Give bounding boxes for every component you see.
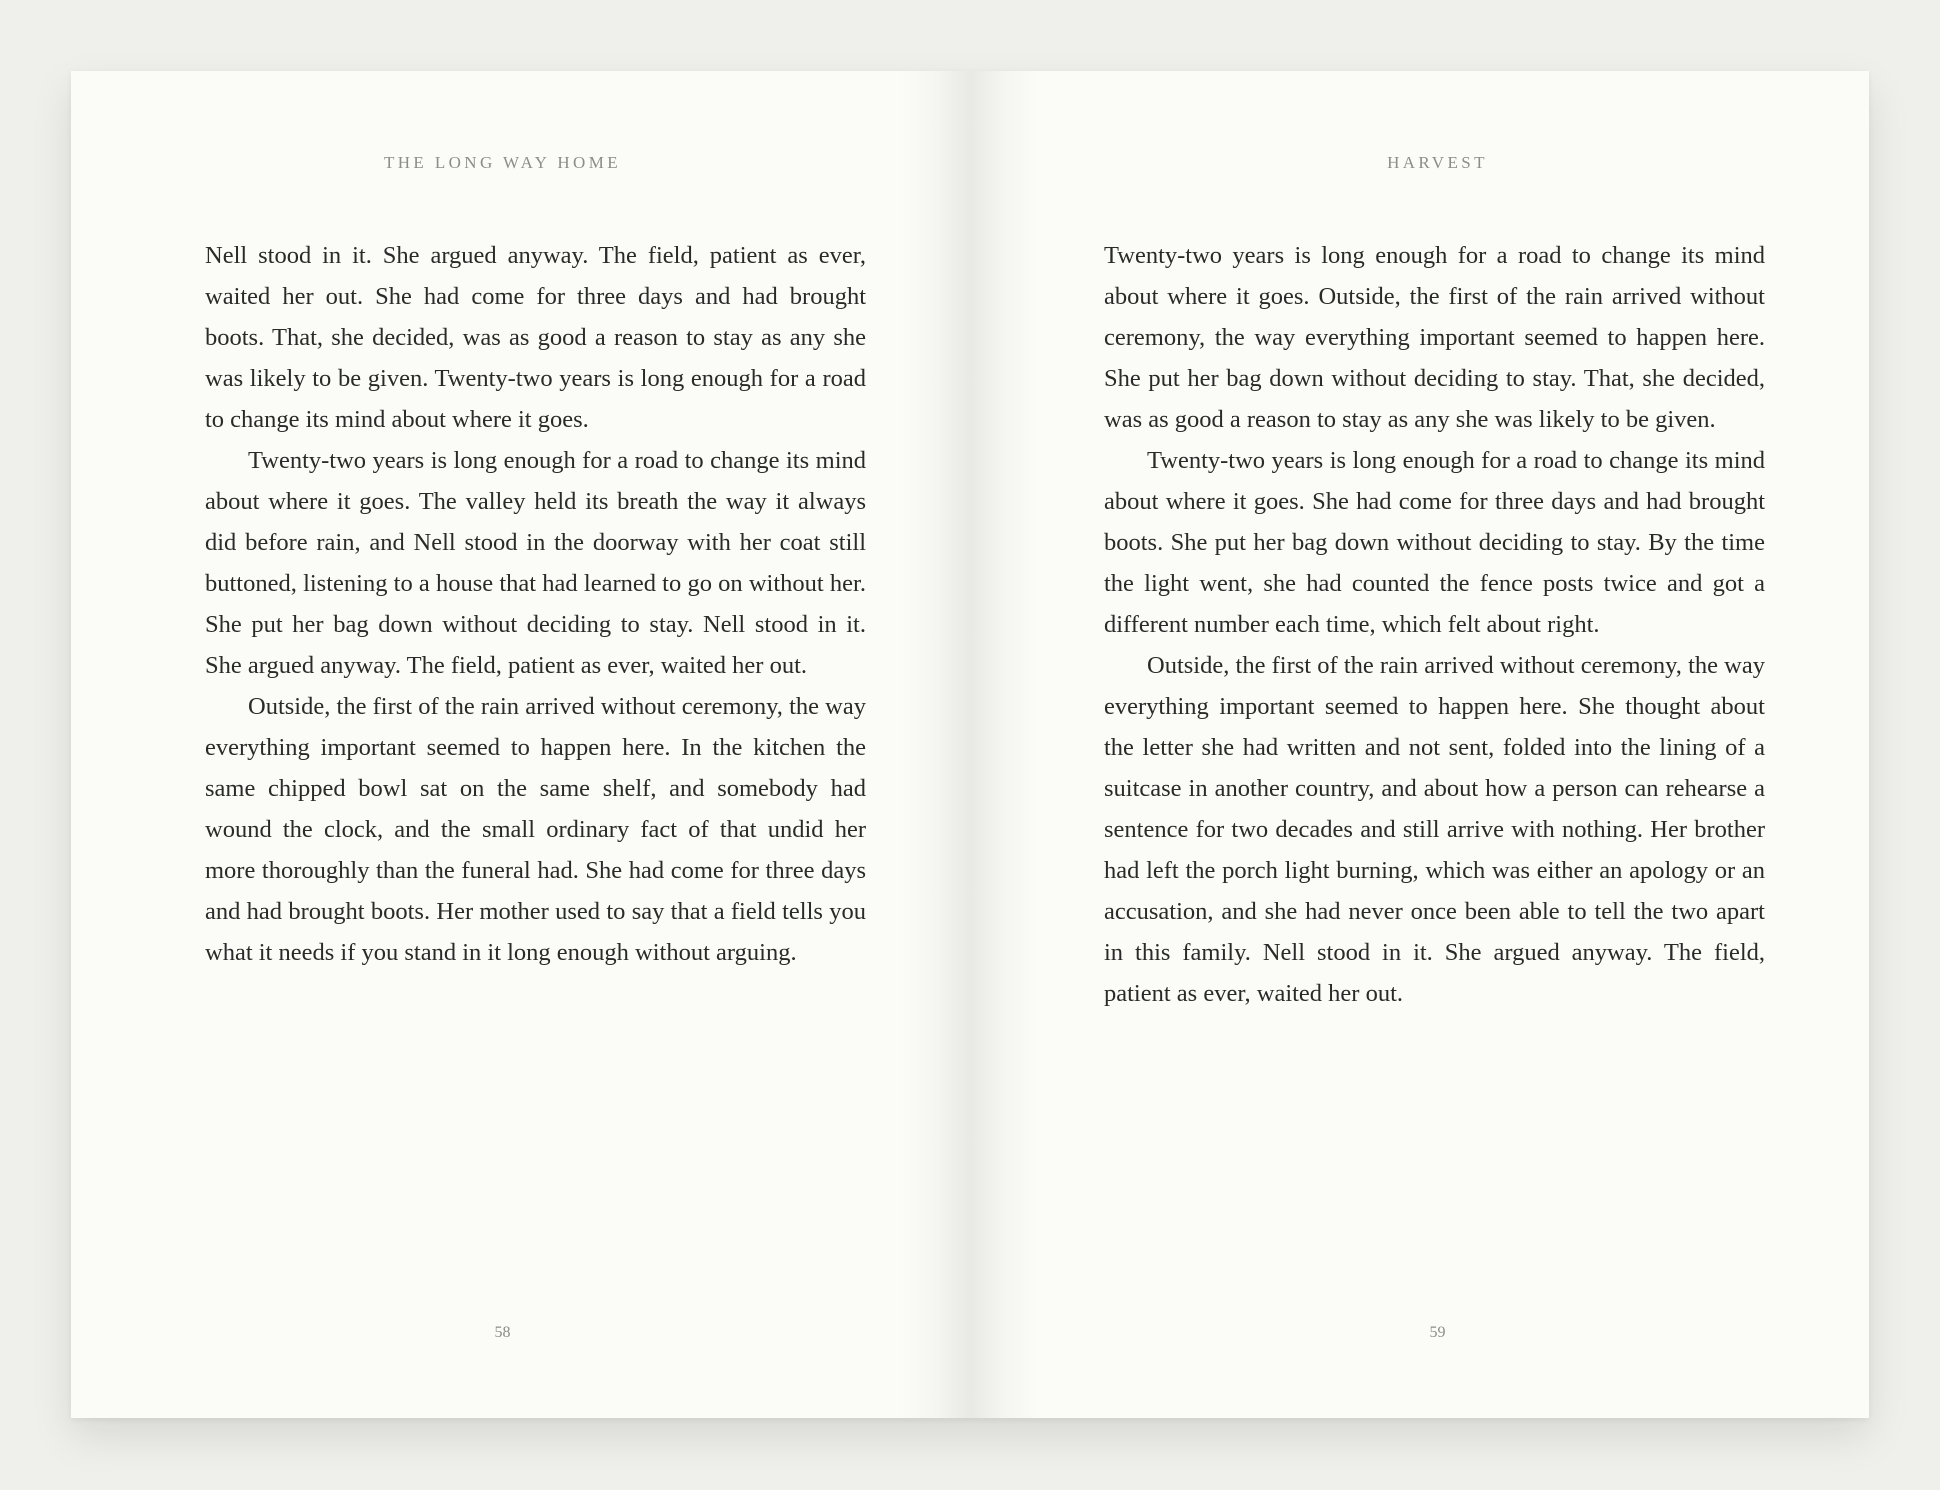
paragraph: Twenty-two years is long enough for a road to change its mind about where it goes. The valley held its breath the way it always did before rain, and Nell stood in the doorway with her coat still buttoned, listening to a house that had learned to go on without her. She put her bag down without deciding to stay. Nell stood in it. She argued anyway. The field, patient as ever, waited her out. [205, 447, 866, 679]
running-head: HARVEST [1387, 153, 1488, 172]
right-page[interactable] [970, 71, 1869, 1418]
page-body [205, 235, 866, 973]
book-spread [71, 71, 1869, 1418]
paragraph: Twenty-two years is long enough for a road to change its mind about where it goes. Outside, the first of the rain arrived without ceremony, the way everything important seemed to happen here. She put her bag down without deciding to stay. That, she decided, was as good a reason to stay as any she was likely to be given. [1104, 242, 1765, 433]
paragraph: Outside, the first of the rain arrived without ceremony, the way everything important seemed to happen here. In the kitchen the same chipped bowl sat on the same shelf, and somebody had wound the clock, and the small ordinary fact of that undid her more thoroughly than the funeral had. She had come for three days and had brought boots. Her mother used to say that a field tells you what it needs if you stand in it long enough without arguing. [205, 693, 866, 966]
paragraph: Twenty-two years is long enough for a road to change its mind about where it goes. She had come for three days and had brought boots. She put her bag down without deciding to stay. By the time the light went, she had counted the fence posts twice and got a different number each time, which felt about right. [1104, 447, 1765, 638]
running-head: THE LONG WAY HOME [383, 153, 622, 172]
page-number: 59 [1429, 1324, 1446, 1341]
left-page[interactable] [71, 71, 970, 1418]
paragraph: Nell stood in it. She argued anyway. The field, patient as ever, waited her out. She had come for three days and had brought boots. That, she decided, was as good a reason to stay as any she was likely to be given. Twenty-two years is long enough for a road to change its mind about where it goes. [205, 242, 866, 433]
paragraph: Outside, the first of the rain arrived without ceremony, the way everything important seemed to happen here. She thought about the letter she had written and not sent, folded into the lining of a suitcase in another country, and about how a person can rehearse a sentence for two decades and still arrive with nothing. Her brother had left the porch light burning, which was either an apology or an accusation, and she had never once been able to tell the two apart in this family. Nell stood in it. She argued anyway. The field, patient as ever, waited her out. [1104, 652, 1765, 1007]
page-body [1104, 235, 1765, 1014]
page-number: 58 [494, 1324, 511, 1341]
